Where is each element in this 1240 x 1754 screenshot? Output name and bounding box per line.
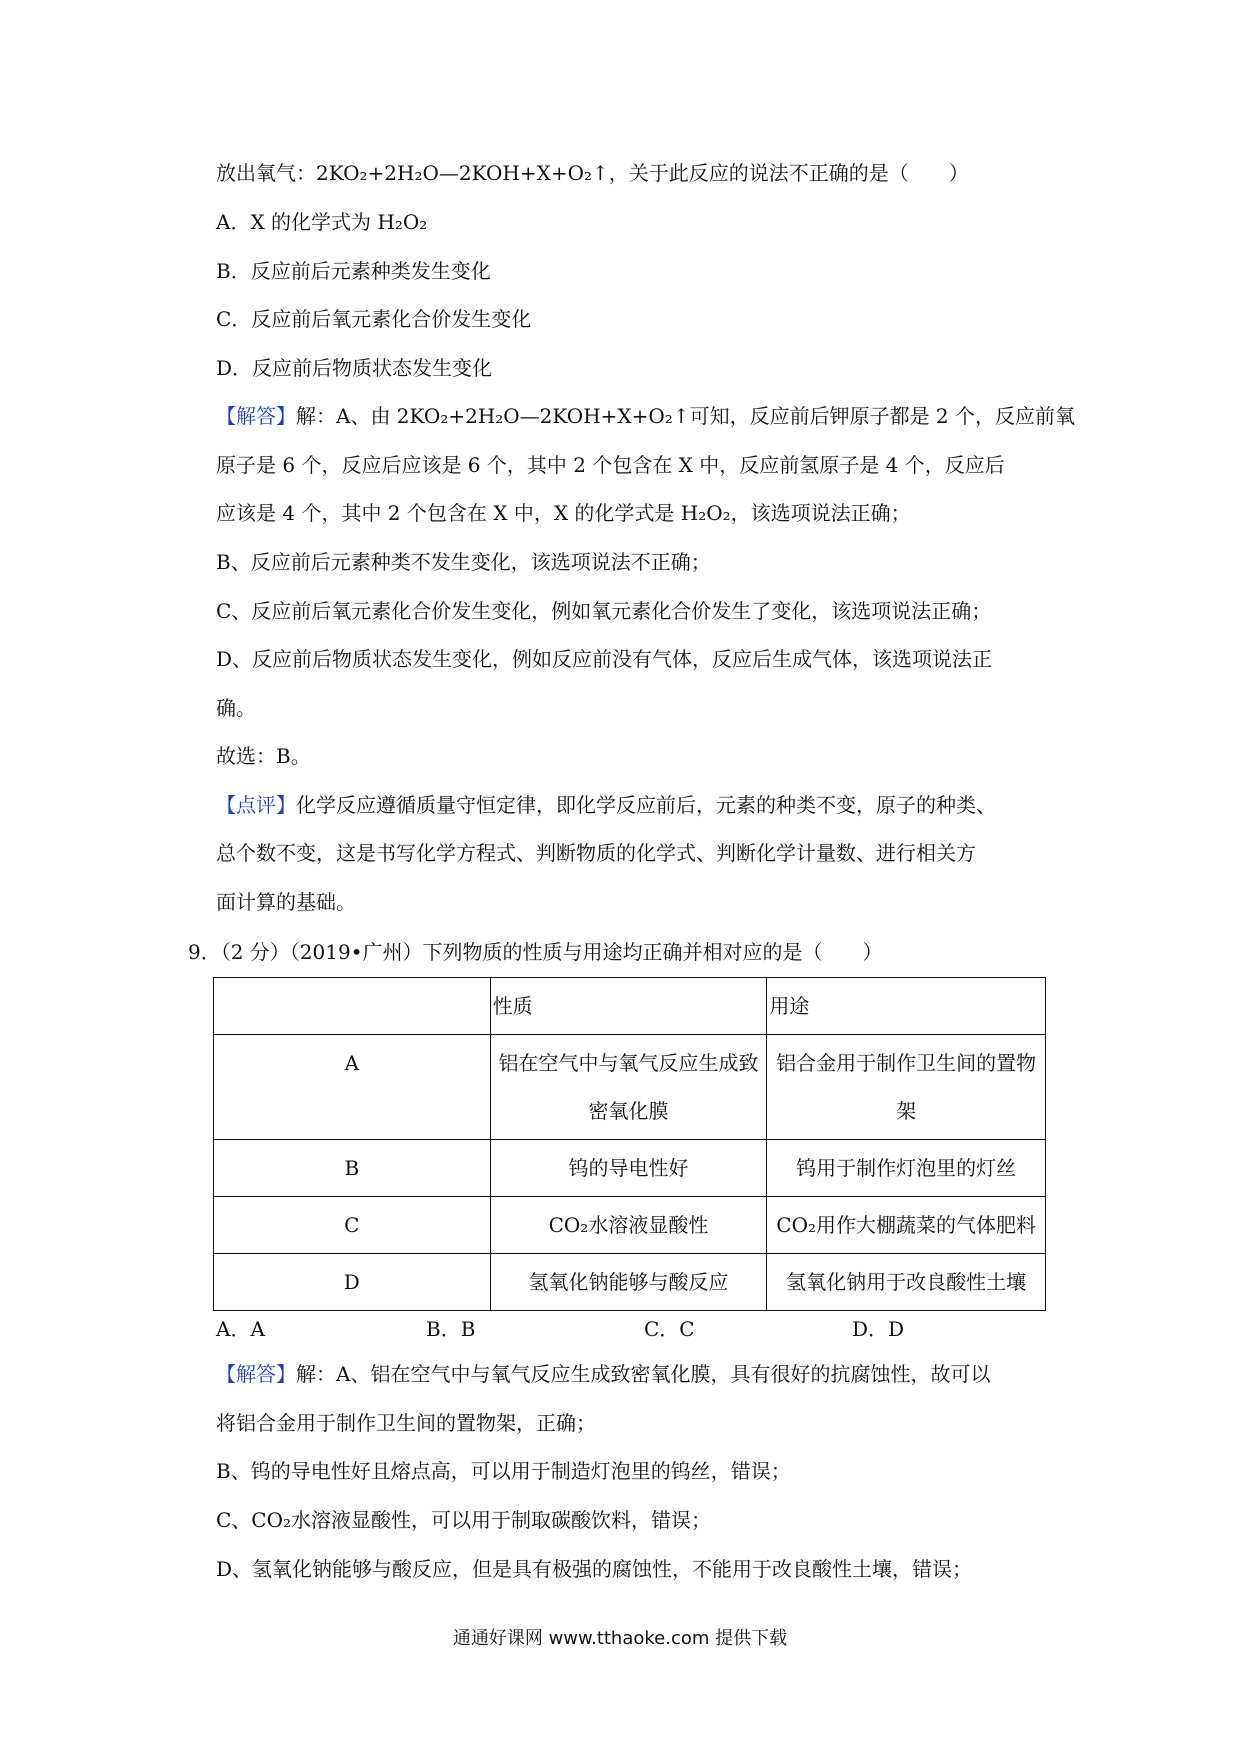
- table-row: [214, 1140, 1046, 1197]
- table-cell: CO₂水溶液显酸性: [490, 1197, 767, 1254]
- footer-watermark: 通通好课网 www.tthaoke.com 提供下载: [452, 1628, 788, 1649]
- q8-answer-line: C、反应前后氧元素化合价发生变化，例如氧元素化合价发生了变化，该选项说法正确；: [216, 599, 992, 623]
- q9-option-c: C．C: [644, 1317, 695, 1341]
- q9-answer-line: 将铝合金用于制作卫生间的置物架，正确；: [216, 1411, 596, 1435]
- table-cell: 钨用于制作灯泡里的灯丝: [767, 1140, 1046, 1197]
- q8-stem: 放出氧气：2KO₂+2H₂O—2KOH+X+O₂↑，关于此反应的说法不正确的是（ ）: [216, 161, 969, 185]
- q8-answer-line: B、反应前后元素种类不发生变化，该选项说法不正确；: [216, 550, 711, 574]
- answer-tag: 【解答】: [216, 1362, 296, 1386]
- q8-comment-line: 总个数不变，这是书写化学方程式、判断物质的化学式、判断化学计量数、进行相关方: [216, 841, 976, 865]
- q8-option-c: C．反应前后氧元素化合价发生变化: [216, 307, 532, 331]
- table-row: [214, 1197, 1046, 1254]
- table-cell: CO₂用作大棚蔬菜的气体肥料: [767, 1197, 1046, 1254]
- q8-option-d: D．反应前后物质状态发生变化: [216, 356, 493, 380]
- table-header: [214, 978, 491, 1035]
- table-header-row: [214, 978, 1046, 1035]
- q8-answer-line: [216, 403, 1075, 429]
- q8-option-b: B．反应前后元素种类发生变化: [216, 259, 491, 283]
- table-header: 用途: [767, 978, 1046, 1035]
- q9-option-d: D．D: [852, 1317, 905, 1341]
- table-row: [214, 1035, 1046, 1140]
- table-cell: 钨的导电性好: [490, 1140, 767, 1197]
- q9-answer-line: C、CO₂水溶液显酸性，可以用于制取碳酸饮料，错误；: [216, 1508, 712, 1532]
- q8-comment-line: [216, 792, 996, 818]
- table-cell: 铝合金用于制作卫生间的置物架: [767, 1035, 1046, 1140]
- table-cell: 氢氧化钠用于改良酸性土壤: [767, 1254, 1046, 1311]
- answer-tag: 【解答】: [216, 404, 296, 428]
- q8-answer-line: 应该是 4 个，其中 2 个包含在 X 中，X 的化学式是 H₂O₂，该选项说法正确；: [216, 501, 911, 525]
- table-cell: D: [214, 1254, 491, 1311]
- q9-answer-line: B、钨的导电性好且熔点高，可以用于制造灯泡里的钨丝，错误；: [216, 1459, 791, 1483]
- answer-text: 解：A、由 2KO₂+2H₂O—2KOH+X+O₂↑可知，反应前后钾原子都是 2 个，反应前氧: [296, 404, 1076, 428]
- q9-stem: 9．（2 分）（2019•广州）下列物质的性质与用途均正确并相对应的是（ ）: [188, 940, 883, 964]
- q9-table: [213, 977, 1046, 1311]
- q9-option-a: A．A: [216, 1317, 265, 1341]
- table-cell: 铝在空气中与氧气反应生成致密氧化膜: [490, 1035, 767, 1140]
- q9-answer-line: D、氢氧化钠能够与酸反应，但是具有极强的腐蚀性，不能用于改良酸性土壤，错误；: [216, 1557, 973, 1581]
- q8-answer-line: 原子是 6 个，反应后应该是 6 个，其中 2 个包含在 X 中，反应前氢原子是 4 个，反应后: [216, 453, 1005, 477]
- comment-text: 化学反应遵循质量守恒定律，即化学反应前后，元素的种类不变，原子的种类、: [296, 793, 996, 817]
- q8-answer-line: 故选：B。: [216, 744, 311, 768]
- q8-comment-line: 面计算的基础。: [216, 890, 356, 914]
- table-cell: B: [214, 1140, 491, 1197]
- table-cell: A: [214, 1035, 491, 1140]
- table-cell: C: [214, 1197, 491, 1254]
- comment-tag: 【点评】: [216, 793, 296, 817]
- answer-text: 解：A、铝在空气中与氧气反应生成致密氧化膜，具有很好的抗腐蚀性，故可以: [296, 1362, 991, 1386]
- q8-answer-line: 确。: [216, 696, 256, 720]
- table-row: [214, 1254, 1046, 1311]
- q9-answer-line: [216, 1361, 990, 1387]
- table-header: 性质: [490, 978, 767, 1035]
- table-cell: 氢氧化钠能够与酸反应: [490, 1254, 767, 1311]
- q8-answer-line: D、反应前后物质状态发生变化，例如反应前没有气体，反应后生成气体，该选项说法正: [216, 647, 993, 671]
- q8-option-a: A．X 的化学式为 H₂O₂: [216, 210, 428, 234]
- q9-option-b: B．B: [426, 1317, 476, 1341]
